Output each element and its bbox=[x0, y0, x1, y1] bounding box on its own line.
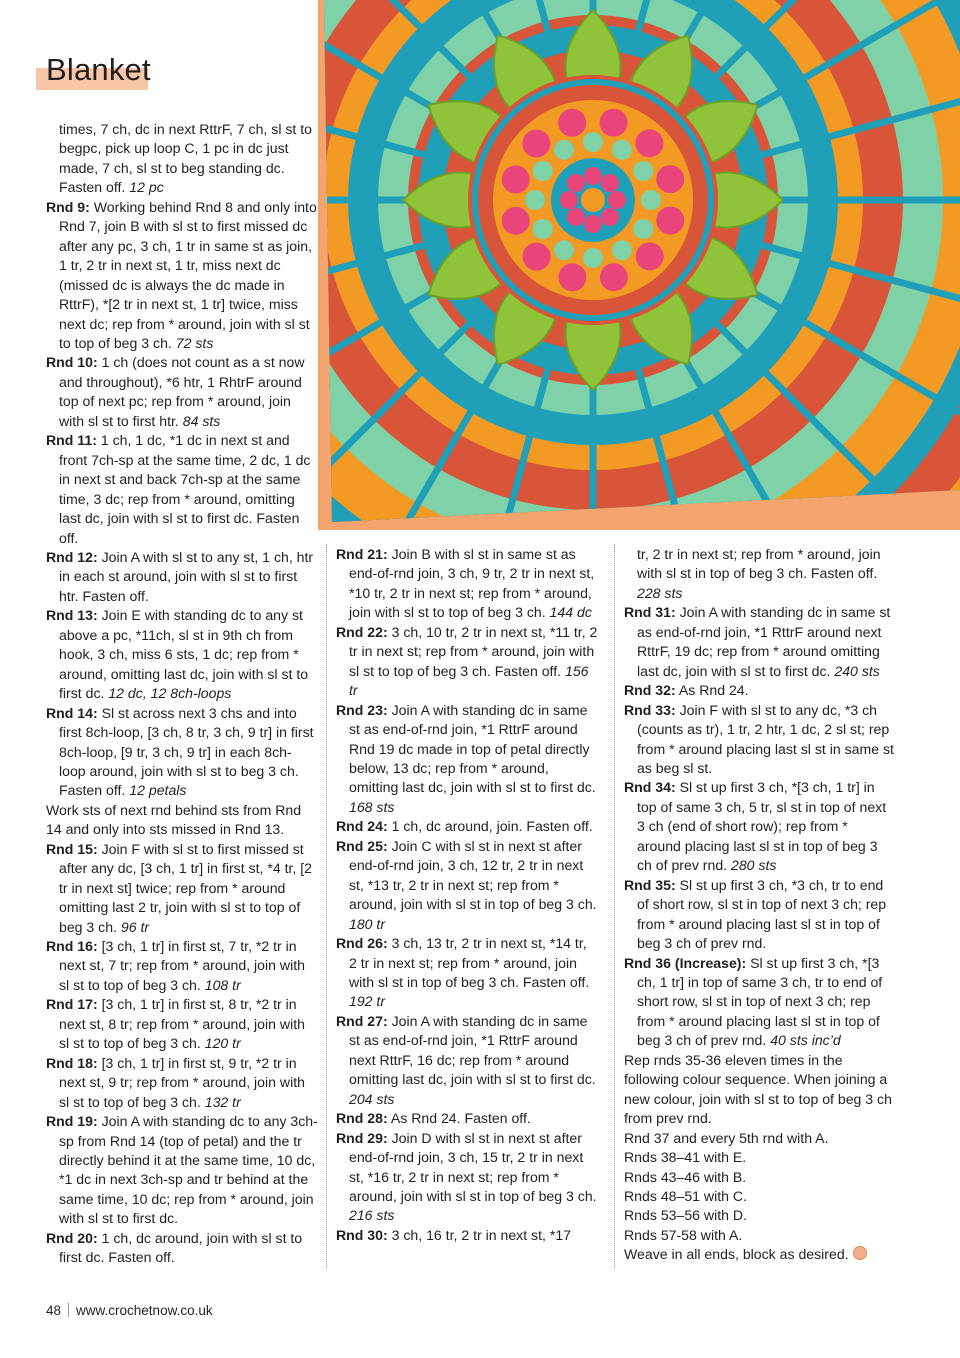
popcorn-bobble bbox=[558, 263, 586, 291]
center-bobble bbox=[567, 208, 585, 226]
center-bobble bbox=[584, 167, 602, 185]
round-instructions: Join A with standing dc in same st as end-of-rnd join, *1 RttrF around Rnd 19 dc made in top of petal directly below, 13 dc; rep from * around, omitting last dc, join with sl st to first dc. bbox=[349, 701, 596, 796]
round-instructions: 3 ch, 13 tr, 2 tr in next st, *14 tr, 2 tr in next st; rep from * around, join with sl st in top of beg 3 ch. Fasten off. bbox=[349, 935, 590, 990]
round-instructions: 1 ch (does not count as a st now and throughout), *6 htr, 1 RhtrF around top of next pc; rep from * around, join with sl st to first htr. bbox=[59, 354, 305, 429]
round-instructions: Join B with sl st in same st as end-of-rnd join, 3 ch, 9 tr, 2 tr in next st, *10 tr, 2 tr in next st; rep from * around, join with sl st to top of beg 3 ch. bbox=[349, 546, 595, 621]
pattern-paragraph bbox=[624, 954, 894, 1051]
round-instructions: As Rnd 24. bbox=[675, 682, 749, 699]
pattern-paragraph bbox=[46, 1054, 318, 1112]
page-footer bbox=[46, 1303, 213, 1318]
round-instructions: 3 ch, 16 tr, 2 tr in next st, *17 bbox=[387, 1226, 572, 1243]
pattern-paragraph bbox=[46, 548, 318, 606]
center-bobble bbox=[608, 191, 626, 209]
round-label: Rnd 10: bbox=[46, 354, 98, 371]
round-instructions: 3 ch, 10 tr, 2 tr in next st, *11 tr, 2 tr in next st; rep from * around, join with sl st to top of beg 3 ch. Fasten off. bbox=[349, 623, 598, 679]
round-label: Rnd 11: bbox=[46, 432, 97, 449]
center-bobble bbox=[560, 191, 578, 209]
pattern-paragraph bbox=[336, 545, 598, 623]
stitch-count: 72 sts bbox=[171, 334, 214, 351]
popcorn-bobble bbox=[558, 109, 586, 137]
round-instructions: Work sts of next rnd behind sts from Rnd 14 and only into sts missed in Rnd 13. bbox=[46, 801, 302, 838]
round-label: Rnd 23: bbox=[336, 701, 388, 718]
pattern-paragraph bbox=[46, 431, 318, 548]
round-instructions: Join F with sl st to any dc, *3 ch (counts as tr), 1 tr, 2 htr, 1 dc, 2 sl st; rep from * around placing last sl st in same st as beg sl st. bbox=[637, 701, 894, 776]
round-instructions: times, 7 ch, dc in next RttrF, 7 ch, sl st to begpc, pick up loop C, 1 pc in dc just made, 7 ch, sl st to beg standing dc. Fasten off. bbox=[59, 121, 312, 196]
pattern-paragraph bbox=[336, 701, 598, 818]
pattern-column-3 bbox=[624, 545, 894, 1265]
pattern-paragraph bbox=[624, 1051, 894, 1129]
round-instructions: Rep rnds 35-36 eleven times in the following colour sequence. When joining a new colour, join with sl st to top of beg 3 ch from prev rnd. bbox=[624, 1051, 892, 1127]
round-label: Rnd 17: bbox=[46, 996, 98, 1013]
popcorn-bobble bbox=[633, 219, 653, 239]
page-number: 48 bbox=[46, 1303, 62, 1318]
pattern-paragraph bbox=[46, 937, 318, 995]
round-label: Rnd 28: bbox=[336, 1110, 388, 1127]
footer-url[interactable]: www.crochetnow.co.uk bbox=[76, 1303, 213, 1318]
round-instructions: [3 ch, 1 tr] in first st, 9 tr, *2 tr in next st, 9 tr; rep from * around, join with sl st to top of beg 3 ch. bbox=[59, 1054, 305, 1110]
round-instructions: Join A with standing dc in same st as end-of-rnd join, *1 RttrF around next RttrF, 19 dc; rep from * around omitting last dc, join with sl st to first dc. bbox=[637, 604, 891, 679]
round-label: Rnd 9: bbox=[46, 198, 90, 215]
stitch-count: 12 petals bbox=[125, 782, 187, 799]
round-instructions: Join E with standing dc to any st above a pc, *11ch, sl st in 9th ch from hook, 3 ch, miss 6 sts, 1 dc; rep from * around, omitting last dc, join with sl st to first dc. bbox=[59, 607, 309, 702]
end-mark-icon bbox=[853, 1246, 867, 1260]
stitch-count: 96 tr bbox=[117, 918, 150, 935]
popcorn-bobble bbox=[612, 140, 632, 160]
column-divider bbox=[326, 544, 327, 1268]
round-instructions: Sl st up first 3 ch, *[3 ch, 1 tr] in top of same 3 ch, 5 tr, sl st in top of next 3 ch (end of short row); rep from * around placing last sl st in top of beg 3 ch of prev rnd. bbox=[637, 779, 887, 874]
round-label: Rnd 24: bbox=[336, 818, 388, 835]
round-label: Rnd 13: bbox=[46, 607, 98, 624]
round-instructions: 1 ch, dc around, join. Fasten off. bbox=[387, 818, 593, 835]
popcorn-bobble bbox=[502, 207, 530, 235]
pattern-paragraph bbox=[46, 995, 318, 1053]
round-label: Rnd 32: bbox=[624, 682, 676, 699]
pattern-paragraph bbox=[46, 801, 318, 840]
pattern-paragraph bbox=[336, 837, 598, 934]
center-bobble bbox=[601, 174, 619, 192]
stitch-count: 168 sts bbox=[349, 798, 395, 815]
popcorn-bobble bbox=[635, 129, 663, 157]
round-instructions: tr, 2 tr in next st; rep from * around, join with sl st in top of beg 3 ch. Fasten off. bbox=[637, 546, 881, 582]
stitch-count: 120 tr bbox=[200, 1035, 241, 1052]
pattern-paragraph bbox=[336, 934, 598, 1012]
round-instructions: Join D with sl st in next st after end-of-rnd join, 3 ch, 15 tr, 2 tr in next st, *16 tr, 2 tr in next st; rep from * around, join with sl st in top of beg 3 ch. bbox=[349, 1129, 597, 1204]
stitch-count: 240 sts bbox=[830, 662, 880, 679]
popcorn-bobble bbox=[600, 263, 628, 291]
round-label: Rnd 30: bbox=[336, 1226, 388, 1243]
pattern-paragraph bbox=[624, 876, 894, 954]
pattern-paragraph bbox=[46, 1229, 318, 1268]
round-label: Rnd 31: bbox=[624, 604, 676, 621]
round-label: Rnd 29: bbox=[336, 1129, 388, 1146]
round-instructions: Working behind Rnd 8 and only into Rnd 7, join B with sl st to first missed dc after any pc, 3 ch, 1 tr in same st as join, 1 tr, 2 tr in next st, 1 tr, miss next dc (missed dc is always the dc made in RttrF), *[2 tr in next st, 1 tr] twice, miss next dc; rep from * around, join with sl st to top of beg 3 ch. bbox=[59, 198, 317, 351]
round-instructions: Join C with sl st in next st after end-of-rnd join, 3 ch, 12 tr, 2 tr in next st, *13 tr, 2 tr in next st; rep from * around, join with sl st in top of beg 3 ch. bbox=[349, 837, 597, 913]
stitch-count: 156 tr bbox=[349, 662, 589, 699]
round-instructions: 1 ch, 1 dc, *1 dc in next st and front 7ch-sp at the same time, 2 dc, 1 dc in next st and back 7ch-sp at the same time, 3 dc; rep from * around, omitting last dc, join with sl st to first dc. Fasten off. bbox=[59, 432, 311, 546]
round-instructions: [3 ch, 1 tr] in first st, 8 tr, *2 tr in next st, 8 tr; rep from * around, join with sl st to top of beg 3 ch. bbox=[59, 996, 305, 1052]
pattern-paragraph bbox=[336, 817, 598, 836]
pattern-paragraph bbox=[46, 353, 318, 431]
pattern-paragraph bbox=[624, 681, 894, 700]
center-bobble bbox=[601, 208, 619, 226]
round-label: Rnd 36 (Increase): bbox=[624, 954, 747, 971]
round-instructions: Sl st up first 3 ch, *[3 ch, 1 tr] in top of same 3 ch, tr to end of short row, sl st in top of next 3 ch; rep from * around placing last sl st in top of beg 3 ch of prev rnd. bbox=[637, 954, 883, 1049]
pattern-column-1 bbox=[46, 120, 318, 1268]
stitch-count: 132 tr bbox=[200, 1093, 241, 1110]
round-label: Rnd 25: bbox=[336, 837, 388, 854]
popcorn-bobble bbox=[523, 243, 551, 271]
popcorn-bobble bbox=[612, 240, 632, 260]
pattern-paragraph bbox=[624, 1187, 894, 1206]
round-instructions: [3 ch, 1 tr] in first st, 7 tr, *2 tr in next st, 7 tr; rep from * around, join with sl st to top of beg 3 ch. bbox=[59, 938, 305, 993]
popcorn-bobble bbox=[502, 165, 530, 193]
pattern-paragraph bbox=[336, 623, 598, 701]
pattern-paragraph bbox=[624, 1245, 894, 1264]
pattern-paragraph bbox=[624, 603, 894, 681]
stitch-count: 144 dc bbox=[545, 604, 592, 621]
popcorn-bobble bbox=[600, 109, 628, 137]
popcorn-bobble bbox=[554, 240, 574, 260]
round-label: Rnd 19: bbox=[46, 1113, 98, 1130]
round-label: Rnd 22: bbox=[336, 623, 388, 640]
popcorn-bobble bbox=[522, 130, 550, 158]
round-label: Rnd 14: bbox=[46, 704, 98, 721]
pattern-paragraph bbox=[624, 1206, 894, 1225]
pattern-paragraph bbox=[46, 198, 318, 354]
section-title-wrap bbox=[36, 50, 151, 96]
popcorn-bobble bbox=[533, 219, 553, 239]
round-label: Rnd 21: bbox=[336, 546, 388, 562]
round-label: Rnd 35: bbox=[624, 876, 676, 893]
round-instructions: Rnds 43–46 with B. bbox=[624, 1168, 747, 1185]
stitch-count: 228 sts bbox=[637, 584, 683, 601]
round-instructions: Rnds 38–41 with E. bbox=[624, 1149, 747, 1166]
pattern-column-2 bbox=[336, 545, 598, 1245]
popcorn-bobble bbox=[583, 132, 603, 152]
pattern-paragraph bbox=[336, 1012, 598, 1109]
pattern-paragraph bbox=[624, 1168, 894, 1187]
stitch-count: 12 dc, 12 8ch-loops bbox=[104, 685, 232, 702]
stitch-count: 108 tr bbox=[200, 976, 241, 993]
round-instructions: Sl st up first 3 ch, *3 ch, tr to end of short row, sl st in top of next 3 ch; rep from * around placing last sl st in top of beg 3 ch of prev rnd. bbox=[637, 876, 887, 952]
round-label: Rnd 18: bbox=[46, 1054, 98, 1071]
popcorn-bobble bbox=[525, 190, 545, 210]
center-bobble bbox=[567, 174, 585, 192]
round-label: Rnd 20: bbox=[46, 1229, 98, 1246]
pattern-paragraph bbox=[336, 1226, 598, 1245]
pattern-paragraph bbox=[624, 1148, 894, 1167]
stitch-count: 40 sts inc’d bbox=[766, 1032, 841, 1049]
pattern-paragraph bbox=[46, 1112, 318, 1229]
round-instructions: Sl st across next 3 chs and into first 8ch-loop, [3 ch, 8 tr, 3 ch, 9 tr] in first 8ch-loop, [9 tr, 3 ch, 9 tr] in each 8ch-loop around, join with sl st to beg 3 ch. Fasten off. bbox=[59, 704, 314, 799]
round-instructions: Weave in all ends, block as desired. bbox=[624, 1246, 849, 1263]
round-instructions: Join A with standing dc in same st as end-of-rnd join, *1 RttrF around next RttrF, 16 dc; rep from * around omitting last dc, join with sl st to first dc. bbox=[349, 1012, 596, 1088]
stitch-count: 84 sts bbox=[178, 412, 221, 429]
stitch-count: 204 sts bbox=[349, 1090, 395, 1107]
blanket-photo bbox=[318, 0, 960, 530]
round-label: Rnd 26: bbox=[336, 935, 388, 952]
round-label: Rnd 15: bbox=[46, 840, 98, 857]
pattern-paragraph bbox=[624, 1226, 894, 1245]
pattern-paragraph bbox=[336, 1109, 598, 1128]
round-instructions: 1 ch, dc around, join with sl st to first dc. Fasten off. bbox=[59, 1229, 303, 1266]
round-instructions: Join A with standing dc to any 3ch-sp from Rnd 14 (top of petal) and the tr directly behind it at the same time, 10 dc, *1 dc in next 3ch-sp and tr behind at the same time, 10 dc; rep from * around, join with sl st to first dc. bbox=[59, 1113, 318, 1227]
stitch-count: 216 sts bbox=[349, 1207, 395, 1224]
column-divider bbox=[614, 544, 615, 1268]
round-label: Rnd 16: bbox=[46, 938, 98, 955]
round-instructions: As Rnd 24. Fasten off. bbox=[387, 1110, 531, 1127]
popcorn-bobble bbox=[554, 140, 574, 160]
stitch-count: 192 tr bbox=[349, 993, 386, 1010]
popcorn-bobble bbox=[633, 161, 653, 181]
popcorn-bobble bbox=[641, 190, 661, 210]
popcorn-bobble bbox=[656, 165, 684, 193]
popcorn-bobble bbox=[656, 207, 684, 235]
pattern-paragraph bbox=[624, 701, 894, 779]
round-instructions: Rnds 48–51 with C. bbox=[624, 1187, 747, 1204]
pattern-paragraph bbox=[624, 1129, 894, 1148]
section-title: Blanket bbox=[46, 52, 151, 87]
round-label: Rnd 27: bbox=[336, 1012, 388, 1029]
round-instructions: Rnd 37 and every 5th rnd with A. bbox=[624, 1129, 829, 1146]
center-bobble bbox=[584, 215, 602, 233]
round-instructions: Join A with sl st to any st, 1 ch, htr in each st around, join with sl st to first htr. Fasten off. bbox=[59, 548, 314, 604]
stitch-count: 12 pc bbox=[125, 179, 164, 196]
center-dot bbox=[581, 188, 605, 212]
popcorn-bobble bbox=[583, 248, 603, 268]
round-instructions: Rnds 57-58 with A. bbox=[624, 1226, 743, 1243]
popcorn-bobble bbox=[636, 242, 664, 270]
round-instructions: Rnds 53–56 with D. bbox=[624, 1207, 747, 1224]
stitch-count: 180 tr bbox=[349, 915, 386, 932]
pattern-paragraph bbox=[624, 778, 894, 875]
round-label: Rnd 33: bbox=[624, 701, 676, 718]
round-label: Rnd 12: bbox=[46, 548, 98, 565]
pattern-paragraph bbox=[336, 1129, 598, 1226]
round-instructions: Join F with sl st to first missed st after any dc, [3 ch, 1 tr] in first st, *4 tr, [2 tr in next st] twice; rep from * around omitting last 2 tr, join with sl st to top of beg 3 ch. bbox=[59, 840, 313, 935]
pattern-paragraph bbox=[46, 704, 318, 801]
pattern-paragraph bbox=[46, 840, 318, 937]
footer-separator bbox=[68, 1303, 69, 1317]
popcorn-bobble bbox=[533, 161, 553, 181]
round-label: Rnd 34: bbox=[624, 779, 676, 796]
pattern-paragraph bbox=[46, 606, 318, 703]
pattern-paragraph bbox=[46, 120, 318, 198]
pattern-paragraph bbox=[624, 545, 894, 603]
crochet-mandala-image bbox=[318, 0, 960, 530]
stitch-count: 280 sts bbox=[727, 857, 777, 874]
